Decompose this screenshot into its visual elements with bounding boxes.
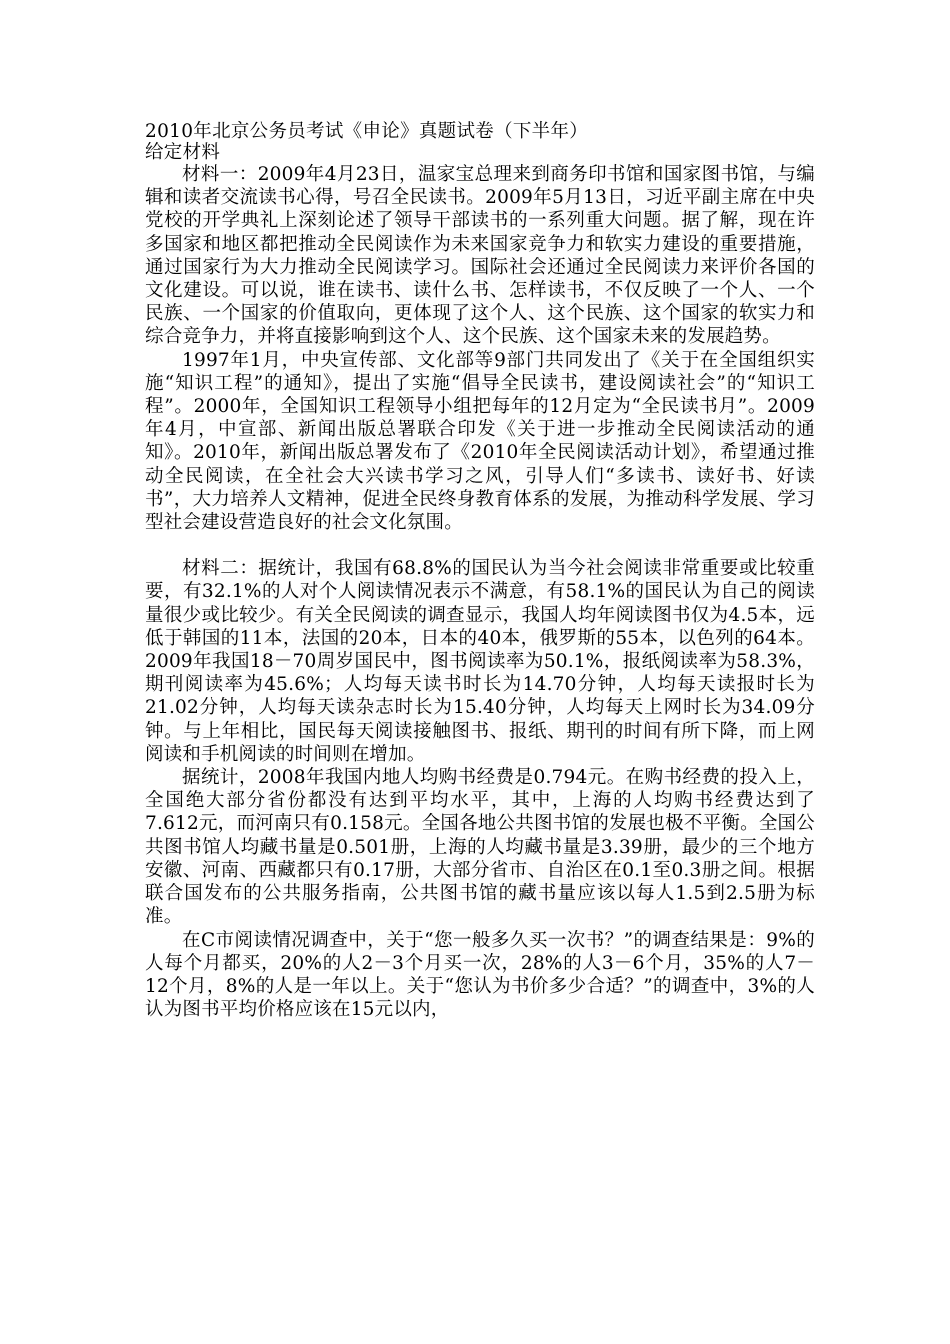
- paragraph: 据统计，2008年我国内地人均购书经费是0.794元。在购书经费的投入上，全国绝大部分省份都没有达到平均水平，其中，上海的人均购书经费达到了7.612元，而河南只有0.158元。全国各地公共图书馆的发展也极不平衡。全国公共图书馆人均藏书量是0.501册，上海的人均藏书量是3.39册，最少的三个地方安徽、河南、西藏都只有0.17册，大部分省市、自治区在0.1至0.3册之间。根据联合国发布的公共服务指南，公共图书馆的藏书量应该以每人1.5到2.5册为标准。: [145, 767, 815, 928]
- paragraph: 材料二：据统计，我国有68.8%的国民认为当今社会阅读非常重要或比较重要，有32.1%的人对个人阅读情况表示不满意，有58.1%的国民认为自己的阅读量很少或比较少。有关全民阅读的调查显示，我国人均年阅读图书仅为4.5本，远低于韩国的11本，法国的20本，日本的40本，俄罗斯的55本，以色列的64本。2009年我国18－70周岁国民中，图书阅读率为50.1%，报纸阅读率为58.3%，期刊阅读率为45.6%；人均每天读书时长为14.70分钟，人均每天读报时长为21.02分钟，人均每天读杂志时长为15.40分钟，人均每天上网时长为34.09分钟。与上年相比，国民每天阅读接触图书、报纸、期刊的时间有所下降，而上网阅读和手机阅读的时间则在增加。: [145, 558, 815, 765]
- paragraph: 1997年1月，中央宣传部、文化部等9部门共同发出了《关于在全国组织实施“知识工程”的通知》，提出了实施“倡导全民读书，建设阅读社会”的“知识工程”。2000年，全国知识工程领导小组把每年的12月定为“全民读书月”。2009年4月，中宣部、新闻出版总署联合印发《关于进一步推动全民阅读活动的通知》。2010年，新闻出版总署发布了《2010年全民阅读活动计划》，希望通过推动全民阅读，在全社会大兴读书学习之风，引导人们“多读书、读好书、好读书”，大力培养人文精神，促进全民终身教育体系的发展，为推动科学发展、学习型社会建设营造良好的社会文化氛围。: [145, 349, 815, 534]
- paragraph: 材料一：2009年4月23日，温家宝总理来到商务印书馆和国家图书馆，与编辑和读者交流读书心得，号召全民读书。2009年5月13日，习近平副主席在中央党校的开学典礼上深刻论述了领导干部读书的一系列重大问题。据了解，现在许多国家和地区都把推动全民阅读作为未来国家竞争力和软实力建设的重要措施，通过国家行为大力推动全民阅读学习。国际社会还通过全民阅读力来评价各国的文化建设。可以说，谁在读书、读什么书、怎样读书，不仅反映了一个人、一个民族、一个国家的价值取向，更体现了这个人、这个民族、这个国家的软实力和综合竞争力，并将直接影响到这个人、这个民族、这个国家未来的发展趋势。: [145, 164, 815, 348]
- document-page: [145, 121, 815, 1021]
- section-label: 给定材料: [145, 142, 221, 163]
- document-title: 2010年北京公务员考试《申论》真题试卷（下半年）: [145, 121, 589, 142]
- paragraph: 在C市阅读情况调查中，关于“您一般多久买一次书？”的调查结果是：9%的人每个月都买，20%的人2－3个月买一次，28%的人3－6个月，35%的人7－12个月，8%的人是一年以上。关于“您认为书价多少合适？”的调查中，3%的人认为图书平均价格应该在15元以内，: [145, 929, 815, 1021]
- paragraph-gap: [145, 534, 815, 557]
